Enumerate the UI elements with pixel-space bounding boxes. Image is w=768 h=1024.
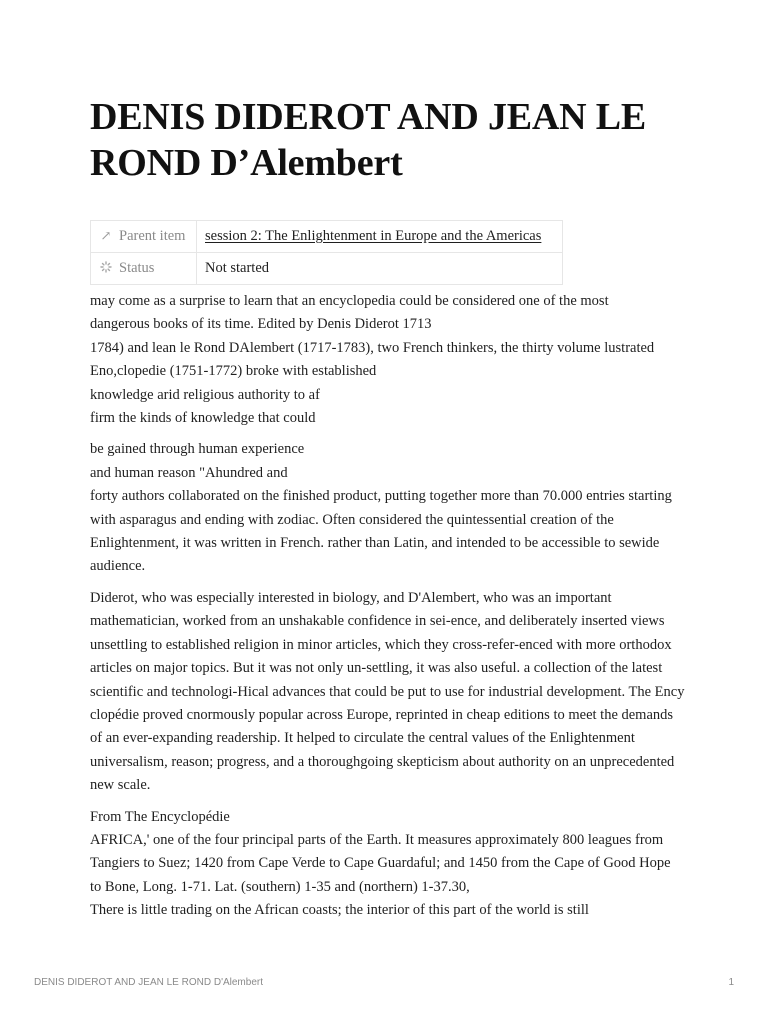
body-line: From The Encyclopédie <box>90 808 230 825</box>
arrow-up-right-icon: ↗ <box>100 228 112 243</box>
property-value <box>197 253 563 285</box>
footer-title: DENIS DIDEROT AND JEAN LE ROND D'Alembert <box>34 977 263 988</box>
loading-spinner-icon <box>99 260 113 276</box>
property-value <box>197 221 563 253</box>
body-paragraph: forty authors collaborated on the finished product, putting together more than 70.000 entries starting with asparagus and ending with zodiac. Often considered the quintessential creation of the Enlightenment, it was written in French. rather than Latin, and intended to be accessible to sewide audience. <box>90 488 672 575</box>
body-line: may come as a surprise to learn that an encyclopedia could be considered one of the most <box>90 293 609 309</box>
page-footer <box>34 977 734 988</box>
body-paragraph: Diderot, who was especially interested in biology, and D'Alembert, who was an important mathematician, worked from an unshakable confidence in sei-ence, and deliberately inserted views unsettling to established religion in minor articles, which they cross-refer-enced with more orthodox articles on major topics. But it was not only un-settling, it was also useful. a collection of the latest scientific and technologi-Hical advances that could be put to use for industrial development. The Ency clopédie proved cnormously popular across Europe, reprinted in cheap editions to meet the demands of an ever-expanding readership. It helped to circulate the central values of the Enlightenment universalism, reason; progress, and a thoroughgoing skepticism about authority on an unprecedented new scale. <box>90 589 685 794</box>
body-paragraph: There is little trading on the African coasts; the interior of this part of the world is still <box>90 902 589 919</box>
body-line: dangerous books of its time. Edited by Denis Diderot 1713 <box>90 316 432 333</box>
page-number: 1 <box>728 977 734 988</box>
property-label: Status <box>119 260 155 276</box>
body-line: Eno,clopedie (1751-1772) broke with established <box>90 363 377 380</box>
body-line: be gained through human experience <box>90 441 305 458</box>
body-line: and human reason "Ahundred and <box>90 464 288 481</box>
property-label: Parent item <box>119 228 186 244</box>
property-key <box>91 253 197 285</box>
properties-table <box>90 220 563 285</box>
page-title: DENIS DIDEROT AND JEAN LE ROND D’Alembert <box>90 96 646 184</box>
document-page <box>90 94 690 923</box>
parent-item-link[interactable]: session 2: The Enlightenment in Europe and the Americas <box>205 228 542 244</box>
status-value[interactable]: Not started <box>205 260 270 276</box>
body-line: firm the kinds of knowledge that could <box>90 410 316 427</box>
body-paragraph: AFRICA,' one of the four principal parts of the Earth. It measures approximately 800 leagues from Tangiers to Suez; 1420 from Cape Verde to Cape Guardaful; and 1450 from the Cape of Good Hope to Bone, Long. 1-71. Lat. (southern) 1-35 and (northern) 1-37.30, <box>90 831 671 895</box>
property-key <box>91 221 197 253</box>
body-line: 1784) and lean le Rond DAlembert (1717-1783), two French thinkers, the thirty volume lustrated <box>90 339 655 356</box>
body-line: knowledge arid religious authority to af <box>90 386 320 403</box>
property-row-status <box>91 253 563 285</box>
property-row-parent-item <box>91 221 563 253</box>
document-body <box>90 290 685 923</box>
